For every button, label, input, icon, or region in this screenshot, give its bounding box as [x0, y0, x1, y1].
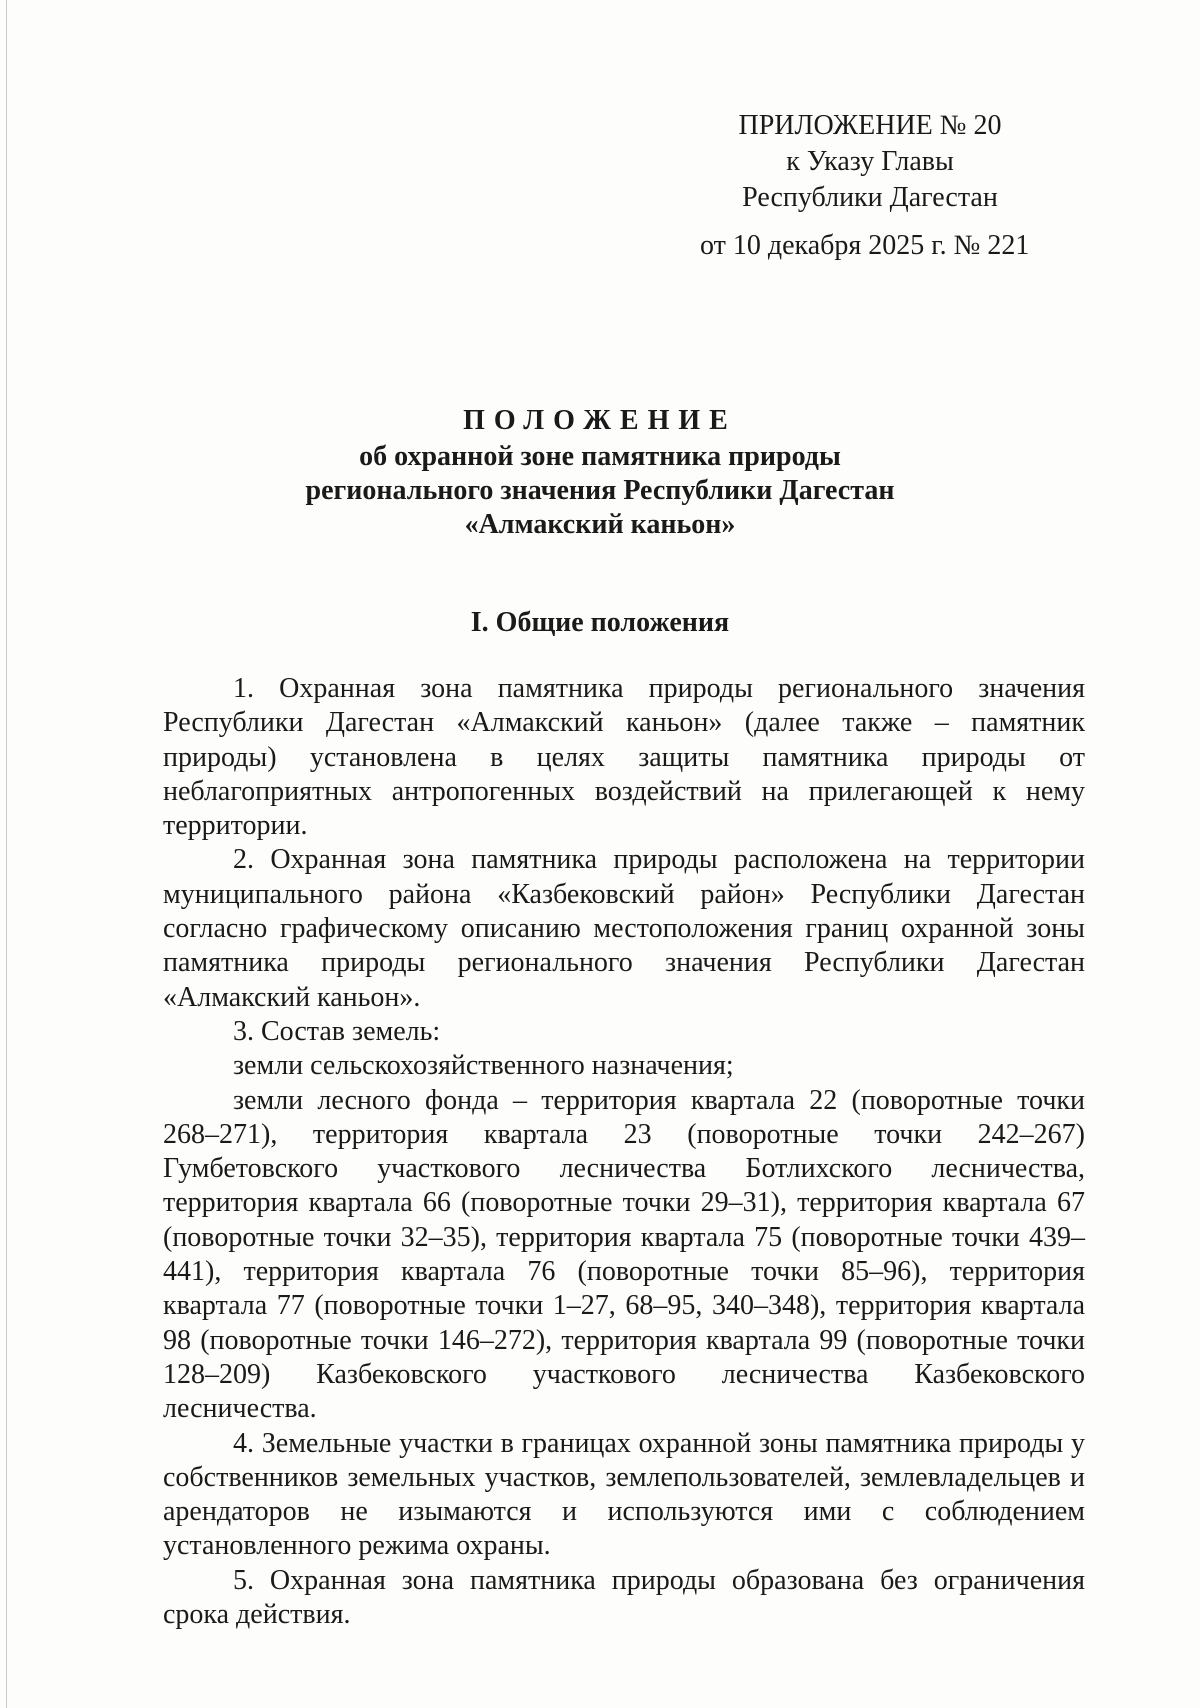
- appendix-date: от 10 декабря 2025 г. № 221: [700, 230, 1030, 261]
- title-subtitle-3: «Алмакский каньон»: [464, 509, 736, 540]
- section-heading: I. Общие положения: [470, 607, 730, 638]
- paragraph-2: 2. Охранная зона памятника природы расположена на территории муниципального района «Казбековский район» Республики Дагестан согласно графическому описанию местоположения границ охранной зоны памятника природы регионального значения Республики Дагестан «Алмакский каньон».: [163, 844, 1085, 1013]
- section-body: [163, 672, 1085, 1632]
- paragraph-3-item-2: земли лесного фонда – территория квартала 22 (поворотные точки 268–271), территория квартала 23 (поворотные точки 242–267) Гумбетовского участкового лесничества Ботлихского лесничества, территория квартала 66 (поворотные точки 29–31), территория квартала 67 (поворотные точки 32–35), территория квартала 75 (поворотные точки 439–441), территория квартала 76 (поворотные точки 85–96), территория квартала 77 (поворотные точки 1–27, 68–95, 340–348), территория квартала 98 (поворотные точки 146–272), территория квартала 99 (поворотные точки 128–209) Казбековского участкового лесничества Казбековского лесничества.: [163, 1084, 1085, 1425]
- scan-edge: [6, 0, 7, 1708]
- title-subtitle-2: регионального значения Республики Дагестан: [305, 475, 895, 506]
- appendix-number: ПРИЛОЖЕНИЕ № 20: [738, 110, 1002, 141]
- paragraph-3-item-1: земли сельскохозяйственного назначения;: [233, 1050, 734, 1082]
- appendix-decree-ref: к Указу Главы: [786, 146, 954, 177]
- title-main: ПОЛОЖЕНИЕ: [463, 405, 737, 436]
- appendix-header: [700, 108, 1090, 264]
- title-subtitle-1: об охранной зоне памятника природы: [359, 441, 841, 472]
- paragraph-1: 1. Охранная зона памятника природы регионального значения Республики Дагестан «Алмакский каньон» (далее также – памятник природы) установлена в целях защиты памятника природы от неблагоприятных антропогенных воздействий на прилегающей к нему территории.: [163, 673, 1085, 842]
- paragraph-3: 3. Состав земель:: [233, 1015, 441, 1047]
- document-title: [150, 404, 1050, 542]
- paragraph-5: 5. Охранная зона памятника природы образована без ограничения срока действия.: [163, 1564, 1085, 1631]
- paragraph-4: 4. Земельные участки в границах охранной зоны памятника природы у собственников земельных участков, землепользователей, землевладельцев и арендаторов не изымаются и используются ими с соблюдением установленного режима охраны.: [163, 1427, 1085, 1562]
- appendix-republic: Республики Дагестан: [742, 182, 998, 213]
